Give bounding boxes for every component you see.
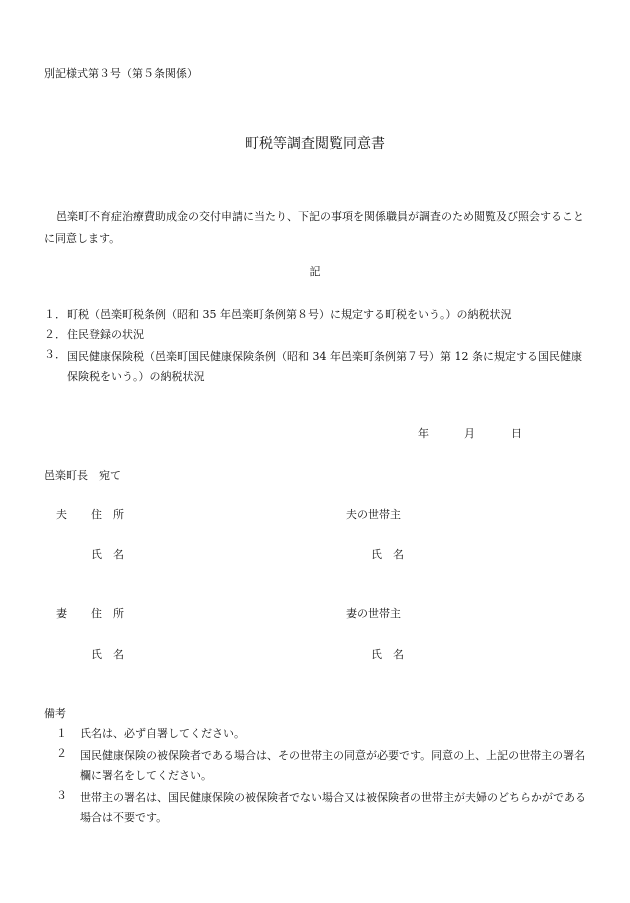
wife-head-name-label: 氏 名 [371, 648, 404, 661]
item-number: １． [44, 308, 66, 321]
date-month: 月 [464, 427, 475, 440]
note-number: ２ [56, 747, 67, 760]
item-number: ２． [44, 328, 66, 341]
note-number: ３ [56, 789, 67, 802]
husband-head-name-label: 氏 名 [371, 548, 404, 561]
wife-role: 妻 [56, 607, 67, 620]
item-text: 町税（邑楽町税条例（昭和 35 年邑楽町条例第８号）に規定する町税をいう。）の納税状況 [67, 308, 512, 321]
husband-name-label: 氏 名 [91, 548, 124, 561]
date-day: 日 [511, 427, 522, 440]
ki-heading: 記 [309, 265, 321, 278]
item-number: ３． [44, 348, 66, 361]
intro-paragraph: 邑楽町不育症治療費助成金の交付申請に当たり、下記の事項を関係職員が調査のため閲覧及び照会することに同意します。 [44, 210, 584, 245]
document-title: 町税等調査閲覧同意書 [245, 136, 385, 152]
husband-head-label: 夫の世帯主 [346, 508, 401, 521]
notes-heading: 備考 [44, 707, 66, 720]
item-text: 国民健康保険税（邑楽町国民健康保険条例（昭和 34 年邑楽町条例第７号）第 12 条に規定する国民健康保険税をいう。）の納税状況 [67, 350, 582, 383]
note-text: 国民健康保険の被保険者である場合は、その世帯主の同意が必要です。同意の上、上記の世帯主の署名欄に署名をしてください。 [80, 749, 586, 782]
note-text: 世帯主の署名は、国民健康保険の被保険者でない場合又は被保険者の世帯主が夫婦のどちらかがである場合は不要です。 [80, 791, 586, 824]
wife-address-label: 住 所 [91, 607, 124, 620]
husband-address-label: 住 所 [91, 508, 124, 521]
husband-role: 夫 [56, 508, 67, 521]
wife-head-label: 妻の世帯主 [346, 607, 401, 620]
date-year: 年 [418, 427, 429, 440]
wife-name-label: 氏 名 [91, 648, 124, 661]
note-number: １ [56, 727, 67, 740]
form-number: 別記様式第３号（第５条関係） [44, 67, 198, 80]
addressee: 邑楽町長 宛て [44, 469, 121, 482]
item-text: 住民登録の状況 [67, 328, 144, 341]
note-text: 氏名は、必ず自署してください。 [80, 727, 245, 740]
